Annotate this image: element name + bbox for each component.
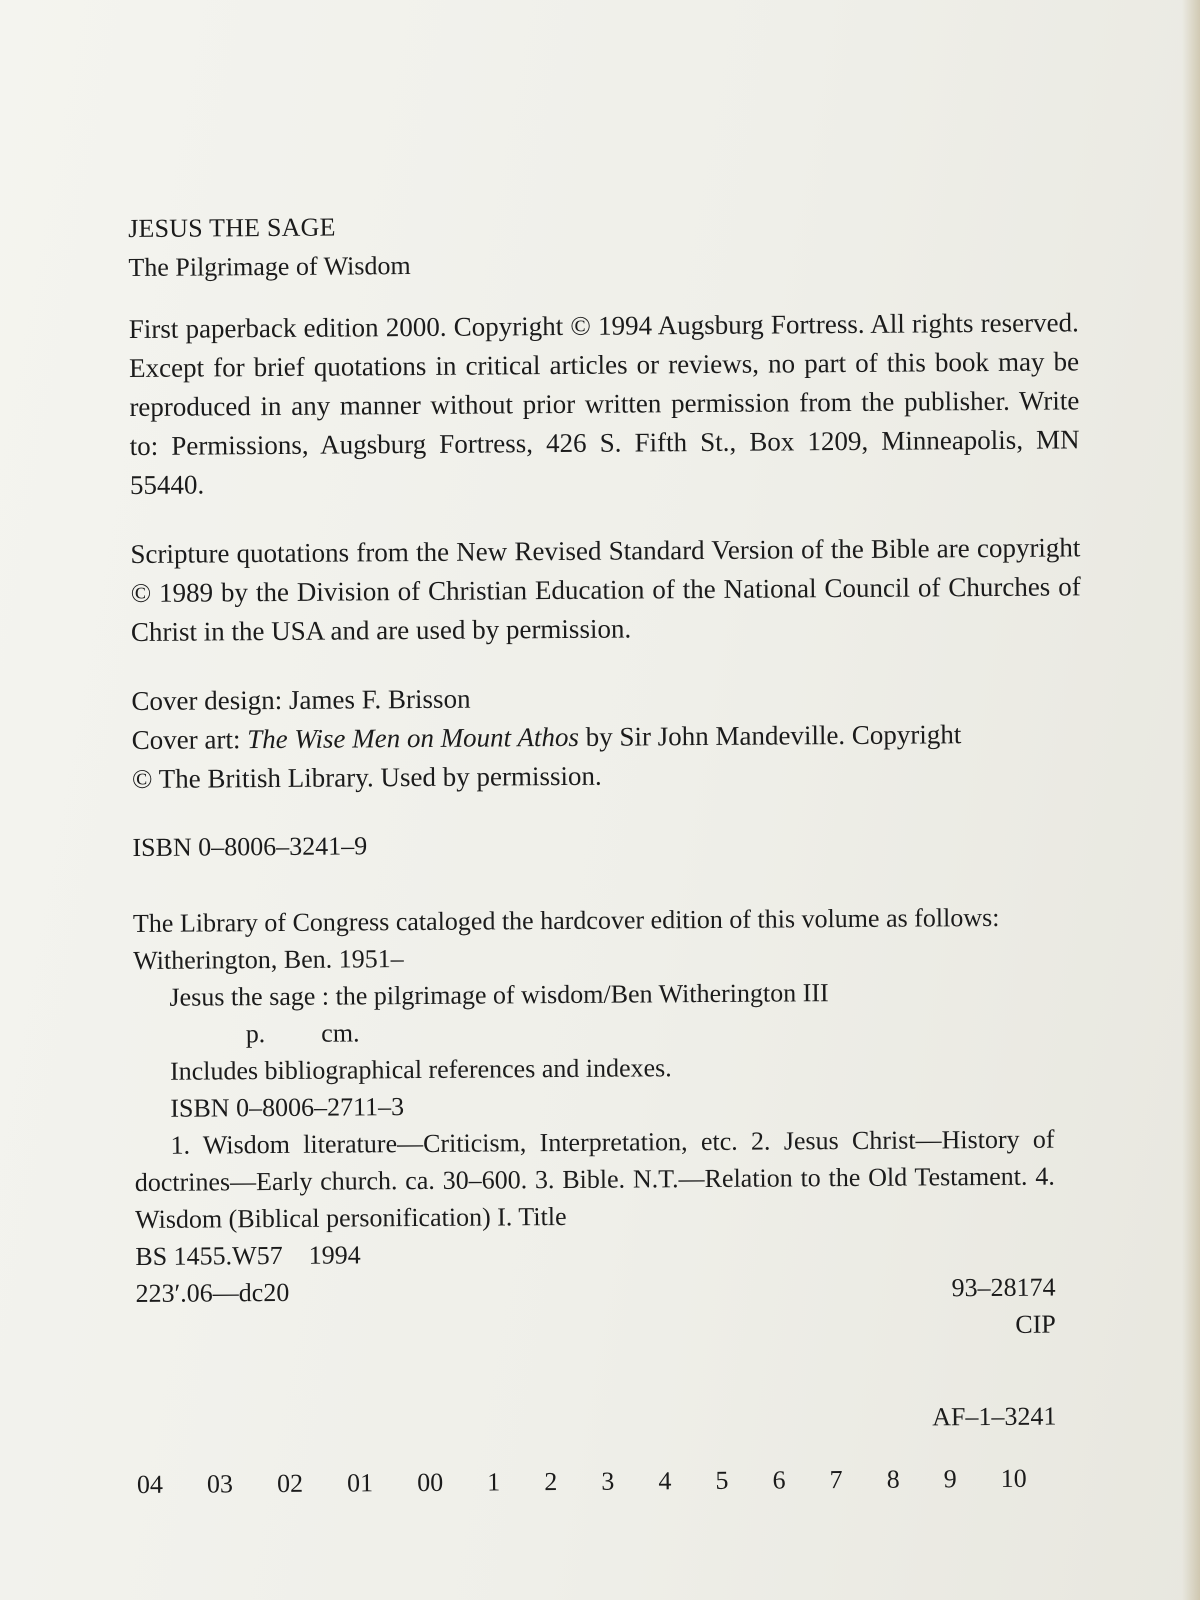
print-line-number: 2 bbox=[544, 1467, 558, 1497]
cip-bottom-row bbox=[135, 1269, 1055, 1349]
cover-art-title: The Wise Men on Mount Athos bbox=[247, 721, 579, 755]
print-line-number: 9 bbox=[943, 1464, 957, 1494]
print-line-number: 00 bbox=[417, 1467, 444, 1498]
cover-art-prefix: Cover art: bbox=[131, 724, 248, 755]
cip-intro: The Library of Congress cataloged the hardcover edition of this volume as follows: bbox=[132, 902, 1000, 938]
print-line-number: 10 bbox=[1000, 1463, 1027, 1493]
cip-title-entry: Jesus the sage : the pilgrimage of wisdom/Ben Witherington III bbox=[169, 978, 829, 1012]
cip-isbn: ISBN 0–8006–2711–3 bbox=[170, 1092, 405, 1123]
credits-block bbox=[131, 675, 1082, 799]
print-line-number: 01 bbox=[346, 1468, 374, 1498]
copyright-paragraph: First paperback edition 2000. Copyright © 1994 Augsburg Fortress. All rights reserved. Except for brief quotations in critical articles or reviews, no part of this book may be reproduced in any manner without prior written permission from the publisher. Write to: Permissions, Augsburg Fortress, 426 S. Fifth St., Box 1209, Minneapolis, MN 55440. bbox=[128, 307, 1080, 500]
cover-art-suffix: by Sir John Mandeville. Copyright bbox=[578, 719, 962, 752]
cip-subjects: 1. Wisdom literature—Criticism, Interpretation, etc. 2. Jesus Christ—History of doctrines—Early church. ca. 30–600. 3. Bible. N.T.—Relation to the Old Testament. 4. Wisdom (Biblical personification) I. Title bbox=[134, 1124, 1055, 1234]
scripture-paragraph: Scripture quotations from the New Revised Standard Version of the Bible are copyright © 1989 by the Division of Christian Education of the National Council of Churches of Christ in the USA and are used by permission. bbox=[130, 532, 1081, 647]
print-line-number: 5 bbox=[715, 1465, 729, 1495]
page-edge-shadow bbox=[1182, 0, 1200, 1600]
cip-right-block bbox=[951, 1269, 1056, 1344]
print-line-number: 8 bbox=[886, 1464, 900, 1494]
cip-author: Witherington, Ben. 1951– bbox=[133, 944, 404, 975]
cover-art-copyright: © The British Library. Used by permission. bbox=[131, 760, 602, 794]
cip-lc-class: BS 1455.W57 1994 bbox=[135, 1240, 361, 1271]
cip-lccn: 93–28174 bbox=[951, 1272, 1056, 1303]
cip-label: CIP bbox=[1015, 1309, 1056, 1339]
print-line-number: 7 bbox=[829, 1465, 843, 1495]
print-line-number: 6 bbox=[772, 1465, 786, 1495]
print-line-number: 3 bbox=[601, 1466, 615, 1496]
cip-dewey: 223′.06—dc20 bbox=[135, 1277, 290, 1308]
cover-art-credit bbox=[132, 714, 1082, 760]
print-line-number: 03 bbox=[206, 1469, 234, 1499]
print-line-number: 02 bbox=[276, 1468, 304, 1498]
book-title: JESUS THE SAGE bbox=[128, 212, 336, 243]
paperback-isbn: ISBN 0–8006–3241–9 bbox=[132, 831, 368, 862]
book-subtitle: The Pilgrimage of Wisdom bbox=[128, 251, 411, 282]
cip-cm: cm. bbox=[321, 1018, 360, 1048]
print-line bbox=[137, 1461, 1027, 1503]
copyright-content bbox=[128, 203, 1087, 1503]
cip-block bbox=[133, 898, 1086, 1349]
af-code: AF–1–3241 bbox=[932, 1401, 1057, 1432]
print-line-number: 1 bbox=[487, 1467, 501, 1497]
cip-p: p. bbox=[245, 1019, 266, 1049]
cip-includes: Includes bibliographical references and indexes. bbox=[169, 1053, 672, 1086]
print-line-number: 4 bbox=[658, 1466, 672, 1496]
print-line-number: 04 bbox=[136, 1469, 163, 1499]
cover-design-credit: Cover design: James F. Brisson bbox=[131, 683, 471, 716]
